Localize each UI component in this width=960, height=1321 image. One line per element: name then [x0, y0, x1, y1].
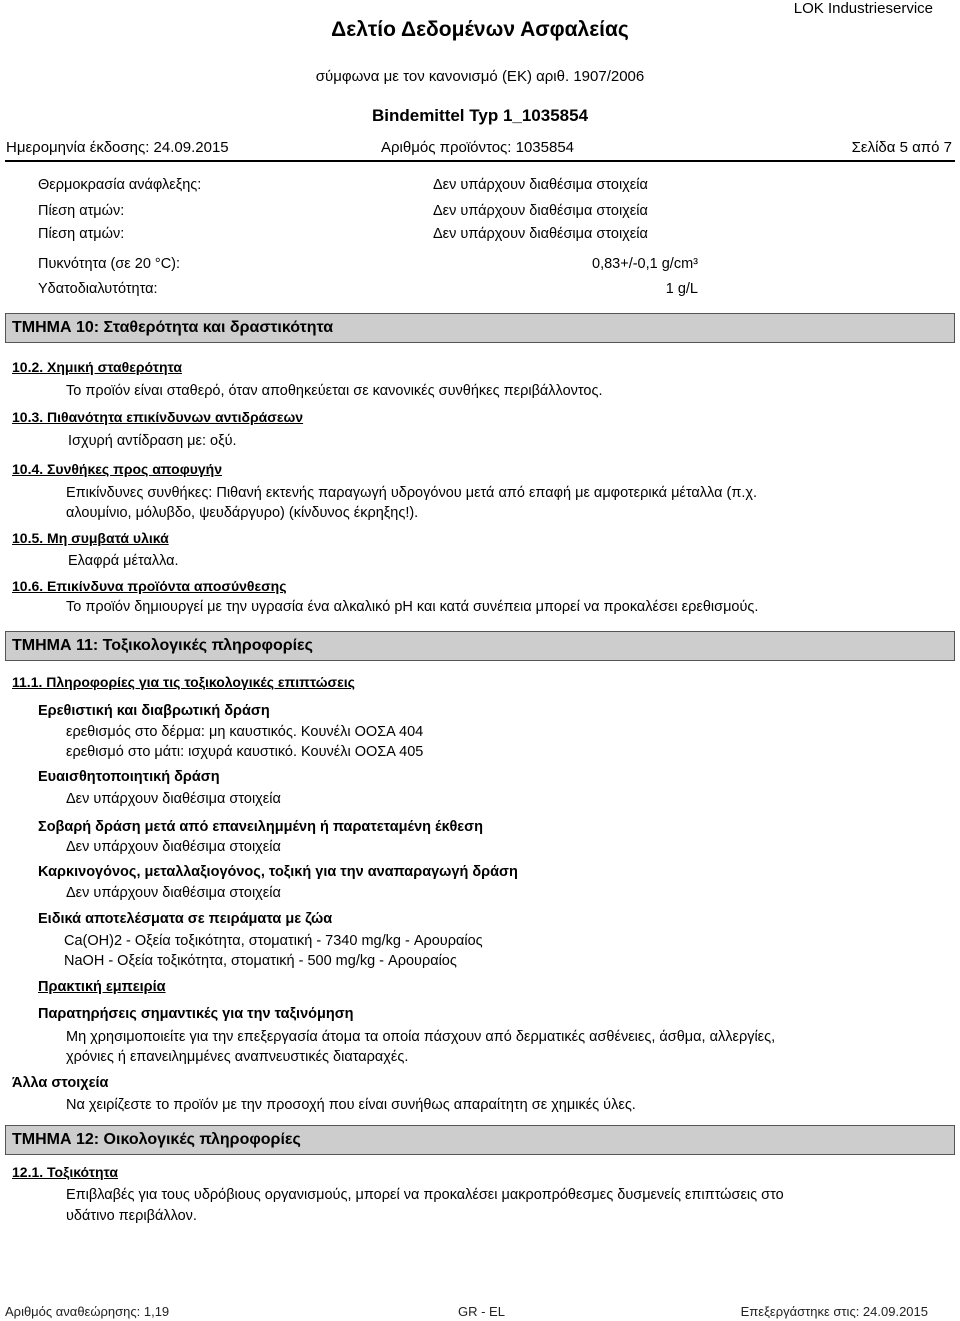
subsection-title: 10.2. Χημική σταθερότητα — [12, 359, 182, 375]
regulation-line: σύμφωνα με τον κανονισμό (ΕΚ) αριθ. 1907/2006 — [315, 68, 645, 85]
product-number: Αριθμός προϊόντος: 1035854 — [381, 139, 575, 156]
property-label: Πυκνότητα (σε 20 °C): — [38, 256, 181, 272]
property-label: Υδατοδιαλυτότητα: — [38, 281, 158, 297]
footer-revision: Αριθμός αναθεώρησης: 1,19 — [5, 1304, 170, 1319]
topic-text: ερεθισμός στο δέρμα: μη καυστικός. Κουνέλι ΟΟΣΑ 404 — [66, 724, 424, 740]
product-name: Bindemittel Typ 1_1035854 — [371, 106, 589, 125]
section-11-header: ΤΜΗΜΑ 11: Τοξικολογικές πληροφορίες — [5, 631, 955, 661]
property-label: Πίεση ατμών: — [38, 203, 125, 219]
subsection-title: 11.1. Πληροφορίες για τις τοξικολογικές επιπτώσεις — [12, 674, 355, 690]
subsection-text: Το προϊόν δημιουργεί με την υγρασία ένα αλκαλικό pH και κατά συνέπεια μπορεί να προκαλέσει ερεθισμούς. — [66, 599, 759, 615]
subsection-text: Επικίνδυνες συνθήκες: Πιθανή εκτενής παραγωγή υδρογόνου μετά από επαφή με αμφοτερικά μέταλλα (π.χ. — [66, 485, 757, 501]
topic-text: Ca(OH)2 - Οξεία τοξικότητα, στοματική - 7340 mg/kg - Αρουραίος — [64, 933, 483, 949]
issue-date: Ημερομηνία έκδοσης: 24.09.2015 — [6, 139, 229, 156]
topic-title: Άλλα στοιχεία — [12, 1075, 109, 1091]
company-name: LOK Industrieservice — [793, 0, 933, 17]
subsection-title: 10.4. Συνθήκες προς αποφυγήν — [12, 461, 222, 477]
section-12-header: ΤΜΗΜΑ 12: Οικολογικές πληροφορίες — [5, 1125, 955, 1155]
subsection-text: αλουμίνιο, μόλυβδο, ψευδάργυρο) (κίνδυνος έκρηξης!). — [66, 505, 419, 521]
topic-title: Ευαισθητοποιητική δράση — [38, 769, 220, 785]
topic-title: Ειδικά αποτελέσματα σε πειράματα με ζώα — [38, 911, 333, 927]
topic-text: Δεν υπάρχουν διαθέσιμα στοιχεία — [66, 885, 281, 901]
subsection-text: Ελαφρά μέταλλα. — [68, 553, 179, 569]
topic-text: NaOH - Οξεία τοξικότητα, στοματική - 500 mg/kg - Αρουραίος — [64, 953, 457, 969]
footer-processed-date: Επεξεργάστηκε στις: 24.09.2015 — [740, 1304, 928, 1319]
property-value: Δεν υπάρχουν διαθέσιμα στοιχεία — [433, 203, 648, 219]
header-divider — [5, 160, 955, 162]
page-number: Σελίδα 5 από 7 — [851, 139, 952, 156]
subsection-title: 10.3. Πιθανότητα επικίνδυνων αντιδράσεων — [12, 409, 304, 425]
document-title: Δελτίο Δεδομένων Ασφαλείας — [331, 18, 629, 41]
topic-title: Καρκινογόνος, μεταλλαξιογόνος, τοξική για την αναπαραγωγή δράση — [38, 864, 518, 880]
property-value: Δεν υπάρχουν διαθέσιμα στοιχεία — [433, 226, 648, 242]
topic-title: Πρακτική εμπειρία — [38, 979, 166, 995]
footer-language: GR - EL — [458, 1304, 505, 1319]
section-10-header: ΤΜΗΜΑ 10: Σταθερότητα και δραστικότητα — [5, 313, 955, 343]
property-label: Πίεση ατμών: — [38, 226, 125, 242]
topic-text: Να χειρίζεστε το προϊόν με την προσοχή που είναι συνήθως απαραίτητη σε χημικές ύλες. — [66, 1097, 636, 1113]
topic-text: Μη χρησιμοποιείτε για την επεξεργασία άτομα τα οποία πάσχουν από δερματικές ασθένειες, άσθμα, αλλεργίες, — [66, 1029, 776, 1045]
subsection-title: 10.6. Επικίνδυνα προϊόντα αποσύνθεσης — [12, 578, 287, 594]
property-value: Δεν υπάρχουν διαθέσιμα στοιχεία — [433, 177, 648, 193]
subsection-title: 12.1. Τοξικότητα — [12, 1164, 118, 1180]
subsection-text: υδάτινο περιβάλλον. — [66, 1208, 197, 1224]
subsection-title: 10.5. Μη συμβατά υλικά — [12, 530, 169, 546]
topic-text: χρόνιες ή επανειλημμένες αναπνευστικές διαταραχές. — [66, 1049, 409, 1065]
subsection-text: Ισχυρή αντίδραση με: οξύ. — [68, 433, 237, 449]
subsection-text: Επιβλαβές για τους υδρόβιους οργανισμούς, μπορεί να προκαλέσει μακροπρόθεσμες δυσμενείς επιπτώσεις στο — [66, 1187, 784, 1203]
topic-text: Δεν υπάρχουν διαθέσιμα στοιχεία — [66, 839, 281, 855]
topic-title: Ερεθιστική και διαβρωτική δράση — [38, 703, 270, 719]
topic-title: Παρατηρήσεις σημαντικές για την ταξινόμηση — [38, 1006, 354, 1022]
property-value: 0,83+/-0,1 g/cm³ — [592, 256, 698, 272]
topic-title: Σοβαρή δράση μετά από επανειλημμένη ή παρατεταμένη έκθεση — [38, 819, 483, 835]
topic-text: ερεθισμό στο μάτι: ισχυρά καυστικό. Κουνέλι ΟΟΣΑ 405 — [66, 744, 424, 760]
property-label: Θερμοκρασία ανάφλεξης: — [38, 177, 202, 193]
topic-text: Δεν υπάρχουν διαθέσιμα στοιχεία — [66, 791, 281, 807]
subsection-text: Το προϊόν είναι σταθερό, όταν αποθηκεύεται σε κανονικές συνθήκες περιβάλλοντος. — [66, 383, 603, 399]
property-value: 1 g/L — [665, 281, 698, 297]
